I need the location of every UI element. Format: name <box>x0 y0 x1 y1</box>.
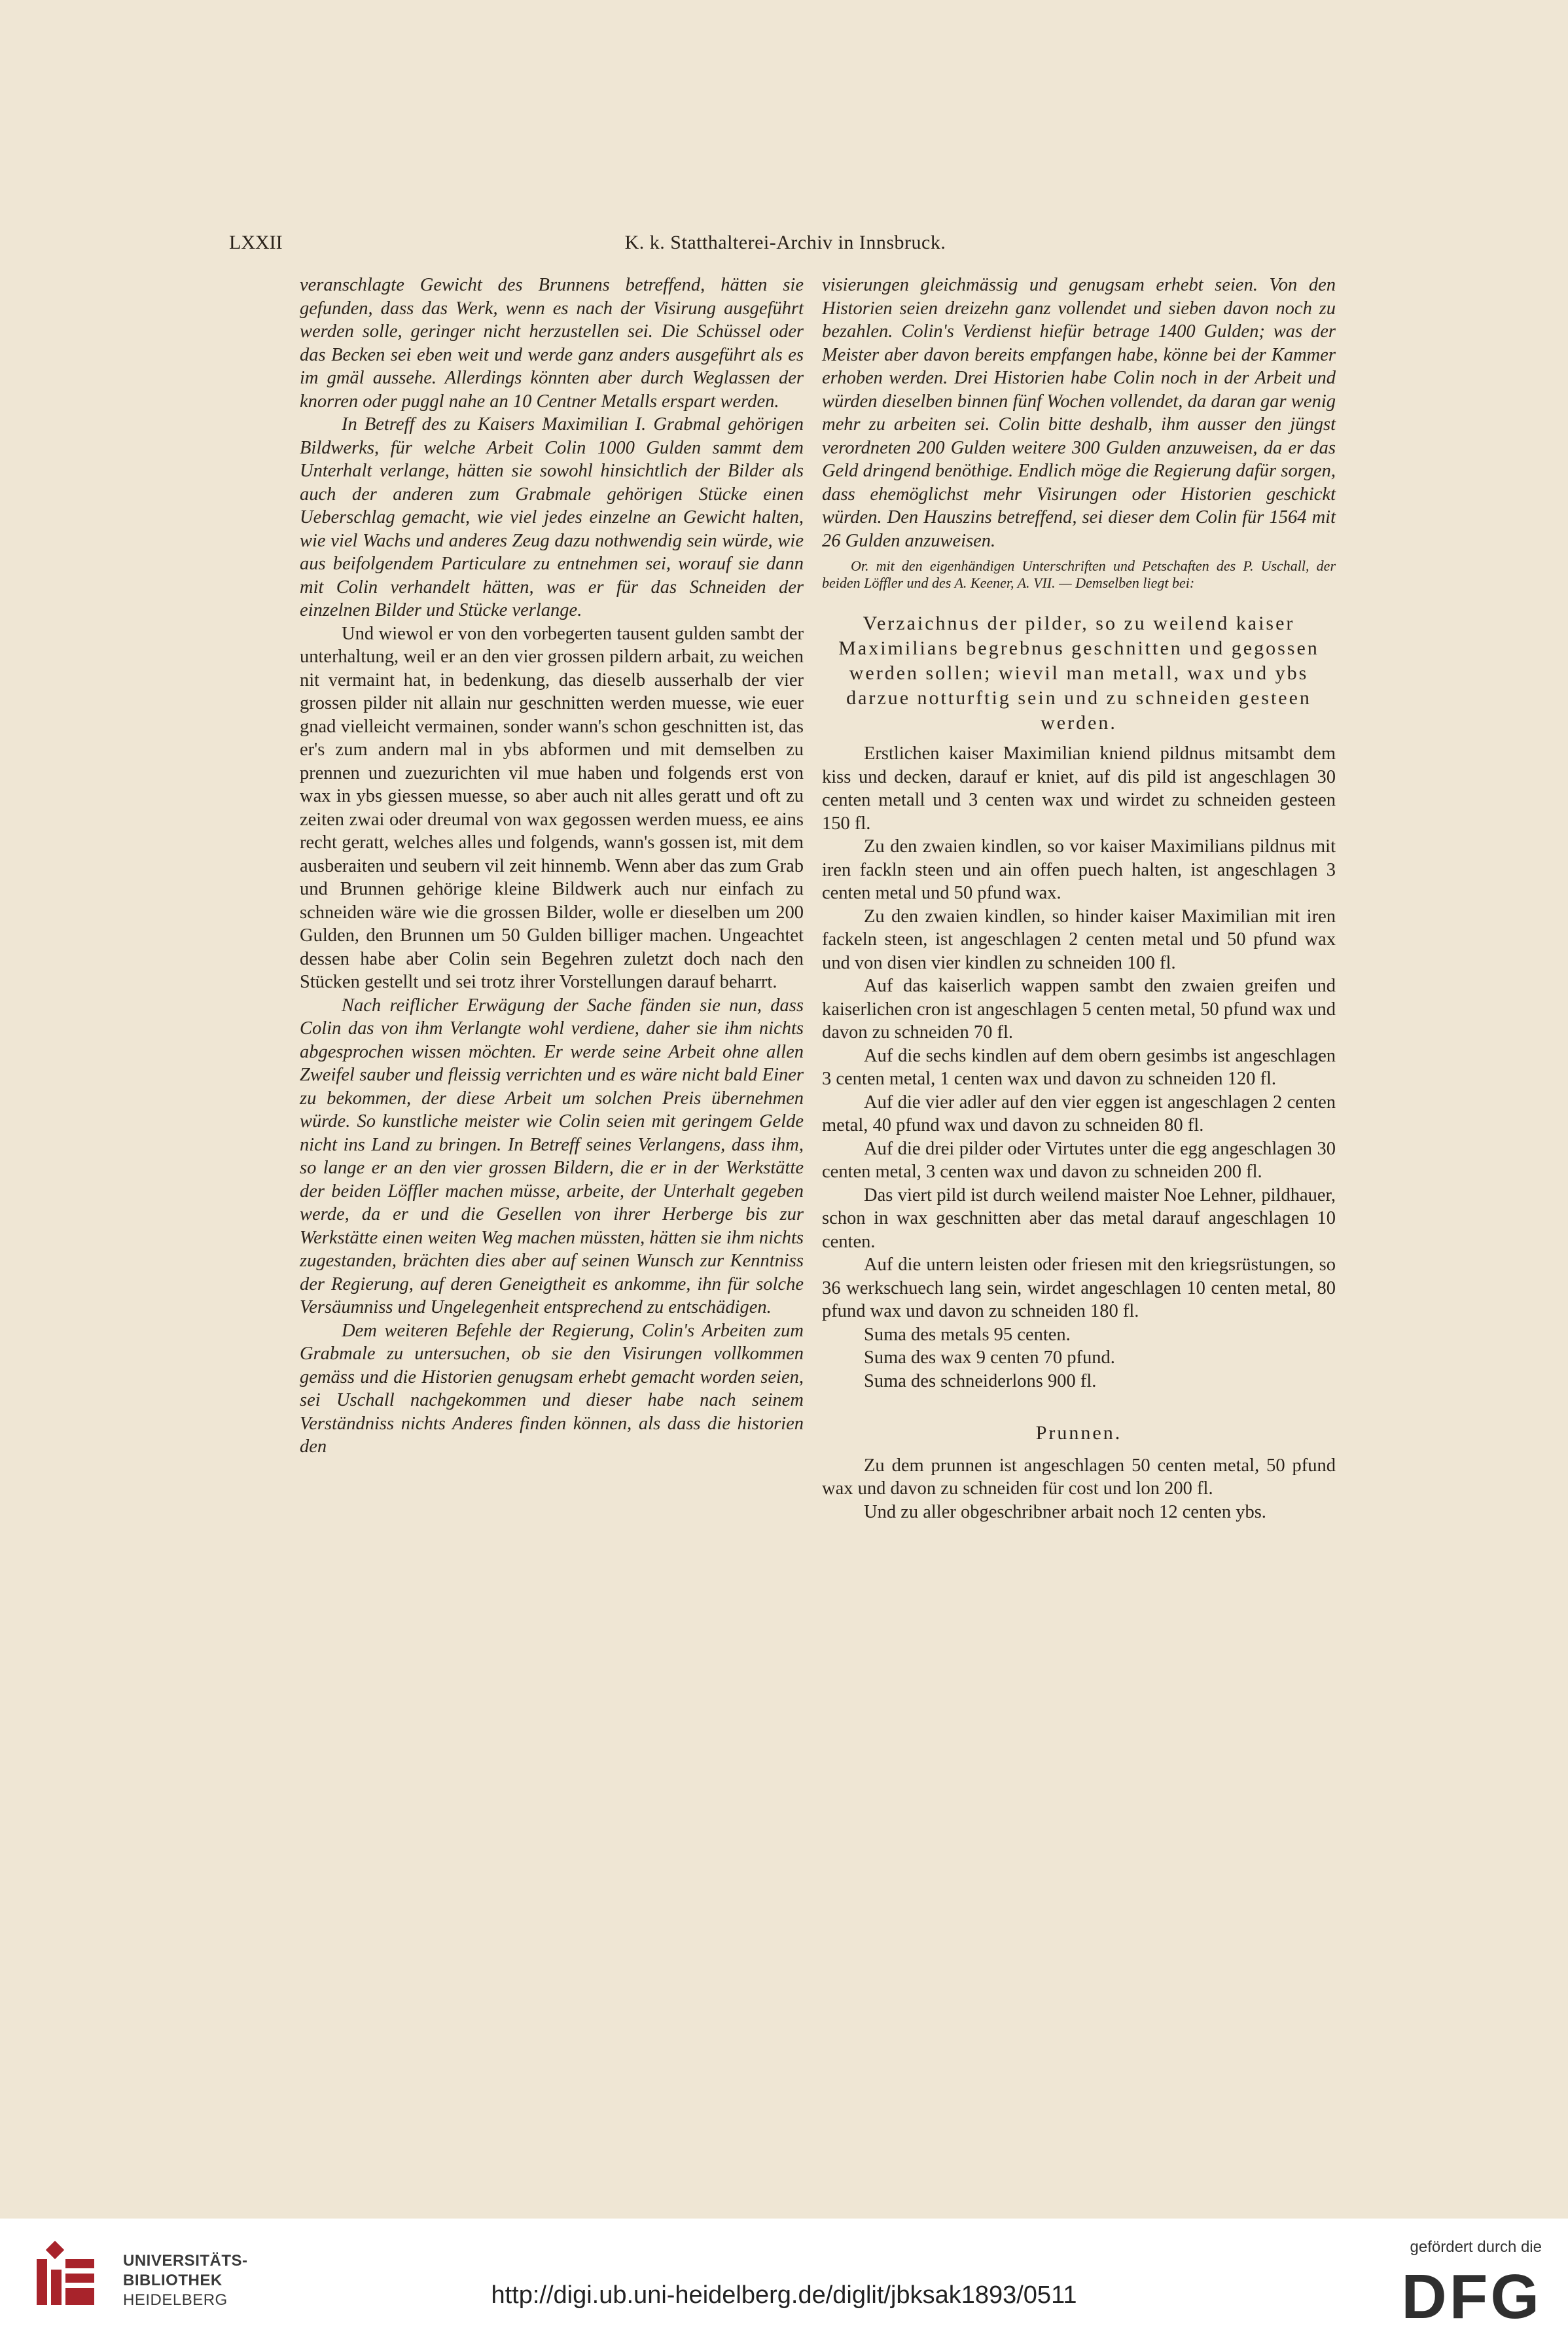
paragraph: veranschlagte Gewicht des Brunnens betreffend, hätten sie gefunden, dass das Werk, wenn es nach der Visirung ausgeführt werden solle, geringer nicht herzustellen sei. Die Schüssel oder das Becken sei eben weit und werde ganz anders ausgeführt als es im gmäl aussehe. Allerdings könnten aber durch Weglassen der knorren oder puggl nahe an 10 Centner Metalls erspart werden. <box>300 275 804 412</box>
sum-line: Suma des wax 9 centen 70 pfund. <box>864 1347 1115 1368</box>
institution-line: HEIDELBERG <box>123 2291 228 2309</box>
list-item: Auf das kaiserlich wappen sambt den zwaien greifen und kaiserlichen cron ist angeschlagen 5 centen metal, 50 pfund wax und davon zu schneiden 70 fl. <box>822 976 1336 1043</box>
list-item: Zu dem prunnen ist angeschlagen 50 centen metal, 50 pfund wax und davon zu schneiden für cost und lon 200 fl. <box>822 1455 1336 1499</box>
list-item: Zu den zwaien kindlen, so vor kaiser Maximilians pildnus mit iren fackln steen und ain offen puech halten, ist angeschlagen 3 centen metal und 50 pfund wax. <box>822 836 1336 903</box>
list-item: Auf die untern leisten oder friesen mit den kriegsrüstungen, so 36 werkschuech lang sein, wirdet angeschlagen 10 centen metal, 80 pfund wax und davon zu schneiden 180 fl. <box>822 1255 1336 1321</box>
paragraph: Nach reiflicher Erwägung der Sache fänden sie nun, dass Colin das von ihm Verlangte wohl verdiene, daher sie ihm nichts abgesprochen wissen möchten. Er werde seine Arbeit ohne allen Zweifel sauber und fleissig verrichten und es wäre nicht bald Einer zu bekommen, der diese Arbeit um solchen Preis übernehmen würde. So kunstliche meister wie Colin seien mit geringem Gelde nicht ins Land zu bringen. In Betreff seines Verlangens, dass ihm, so lange er an den vier grossen Bildern, die er in der Werkstätte der beiden Löffler machen müsse, arbeite, der Unterhalt gegeben werde, da er und die Gesellen von ihrer Herberge bis zur Werkstätte einen weiten Weg machen müssten, hätten sie ihm nichts zugestanden, brächten dies aber auf seinen Wunsch zur Kenntniss der Regierung, auf deren Geneigtheit es ankomme, ihn für solche Versäumniss und Ungelegenheit entsprechend zu entschädigen. <box>300 995 804 1317</box>
right-column <box>822 274 1336 1524</box>
paragraph: Und wiewol er von den vorbegerten tausent gulden sambt der unterhaltung, weil er an den vier grossen pildern arbait, zu weichen nit vermaint hat, in bedenkung, das dieselb ausserhalb der vier grossen pilder nit allain nur geschnitten werden muesse, wie euer gnad vielleicht vermainen, sonder wann's schon geschnitten ist, das er's zum andern mal in ybs abformen und mit demselben zu prennen und zuezurichten vil mue haben und folgends erst von wax in ybs giessen muesse, so aber auch nit alles geratt und oft zu zeiten zwai oder dreumal von wax gegossen werden muess, ee ains recht geratt, welches alles und folgends, wann's gossen ist, mit dem ausberaiten und seubern vil zeit hinnemb. Wenn aber das zum Grab und Brunnen gehörige kleine Bildwerk auch nur einfach zu schneiden wäre wie die grossen Bilder, wolle er dieselben um 200 Gulden, den Brunnen um 50 Gulden billiger machen. Ungeachtet dessen habe aber Colin sein Begehren zuletzt doch nach den Stücken gestellt und sei trotz ihrer Vorstellungen darauf beharrt. <box>300 623 804 992</box>
list-item: Auf die sechs kindlen auf dem obern gesimbs ist angeschlagen 3 centen metal, 1 centen wax und davon zu schneiden 120 fl. <box>822 1045 1336 1089</box>
sum-line: Suma des schneiderlons 900 fl. <box>864 1370 1097 1391</box>
permalink-url[interactable]: http://digi.ub.uni-heidelberg.de/diglit/jbksak1893/0511 <box>491 2281 1077 2309</box>
paragraph: visierungen gleichmässig und genugsam erhebt seien. Von den Historien seien dreizehn ganz vollendet und sieben davon noch zu bezahlen. Colin's Verdienst hiefür betrage 1400 Gulden; was der Meister aber davon bereits empfangen habe, könne bei der Kammer erhoben werden. Drei Historien habe Colin noch in der Arbeit und würden dieselben binnen fünf Wochen vollendet, da daran gar wenig mehr zu arbeiten sei. Colin bitte deshalb, ihm ausser den jüngst verordneten 200 Gulden weitere 300 Gulden anzuweisen, da er das Geld dringend benöthige. Endlich möge die Regierung dafür sorgen, dass ehemöglichst mehr Visirungen oder Historien geschickt würden. Den Hauszins betreffend, sei dieser dem Colin für 1564 mit 26 Gulden anzuweisen. <box>822 275 1336 551</box>
list-item: Auf die drei pilder oder Virtutes unter die egg angeschlagen 30 centen metal, 3 centen wax und davon zu schneiden 200 fl. <box>822 1138 1336 1182</box>
institution-line: BIBLIOTHEK <box>123 2272 223 2289</box>
list-item: Erstlichen kaiser Maximilian kniend pildnus mitsambt dem kiss und decken, darauf er kniet, auf dis pild ist angeschlagen 30 centen metall und 3 centen wax und wirdet zu schneiden gesteen 150 fl. <box>822 743 1336 834</box>
list-item: Das viert pild ist durch weilend maister Noe Lehner, pildhauer, schon in wax geschnitten aber das metal darauf angeschlagen 10 centen. <box>822 1185 1336 1252</box>
paragraph: In Betreff des zu Kaisers Maximilian I. Grabmal gehörigen Bildwerks, für welche Arbeit Colin 1000 Gulden sammt dem Unterhalt verlange, hätten sie sowohl hinsichtlich der Bilder als auch der anderen zum Grabmale gehörigen Stücke einen Ueberschlag gemacht, wie viel jedes einzelne an Gewicht halten, wie viel Wachs und anderes Zeug dazu nothwendig sein würde, wie aus beifolgendem Particulare zu entnehmen sei, worauf sie dann mit Colin verhandelt hätten, was er für das Schneiden der einzelnen Bilder und Stücke verlange. <box>300 414 804 620</box>
list-item: Und zu aller obgeschribner arbait noch 12 centen ybs. <box>864 1501 1266 1522</box>
funded-by-label: gefördert durch die <box>1410 2238 1542 2256</box>
section-heading: Verzaichnus der pilder, so zu weilend kaiser Maximilians begrebnus geschnitten und gegossen werden sollen; wievil man metall, wax und ybs darzue notturftig sein und zu schneiden gesteen werden. <box>838 613 1319 734</box>
sum-line: Suma des metals 95 centen. <box>864 1324 1071 1345</box>
left-column <box>300 274 804 1459</box>
list-item: Zu den zwaien kindlen, so hinder kaiser Maximilian mit iren fackeln steen, ist angeschlagen 2 centen metal und 50 pfund wax und von disen vier kindlen zu schneiden 100 fl. <box>822 906 1336 973</box>
section-heading-prunnen: Prunnen. <box>1035 1422 1122 1444</box>
list-item: Auf die vier adler auf den vier eggen ist angeschlagen 2 centen metal, 40 pfund wax und davon zu schneiden 80 fl. <box>822 1092 1336 1135</box>
archival-note: Or. mit den eigenhändigen Unterschriften und Petschaften des P. Uschall, der beiden Löffler und des A. Keener, A. VII. — Demselben liegt bei: <box>822 558 1336 591</box>
page-number: LXXII <box>229 232 283 253</box>
dfg-logo: DFG <box>1401 2262 1542 2332</box>
institution-line: UNIVERSITÄTS- <box>123 2252 248 2270</box>
paragraph: Dem weiteren Befehle der Regierung, Colin's Arbeiten zum Grabmale zu untersuchen, ob sie den Visirungen vollkommen gemäss und die Historien genugsam erhebt gemacht worden seien, sei Uschall nachgekommen und dieser habe nach seinem Verständniss nichts Anderes finden können, als dass die historien den <box>300 1320 804 1457</box>
running-title: K. k. Statthalterei-Archiv in Innsbruck. <box>624 232 946 253</box>
page-header <box>229 232 1342 264</box>
